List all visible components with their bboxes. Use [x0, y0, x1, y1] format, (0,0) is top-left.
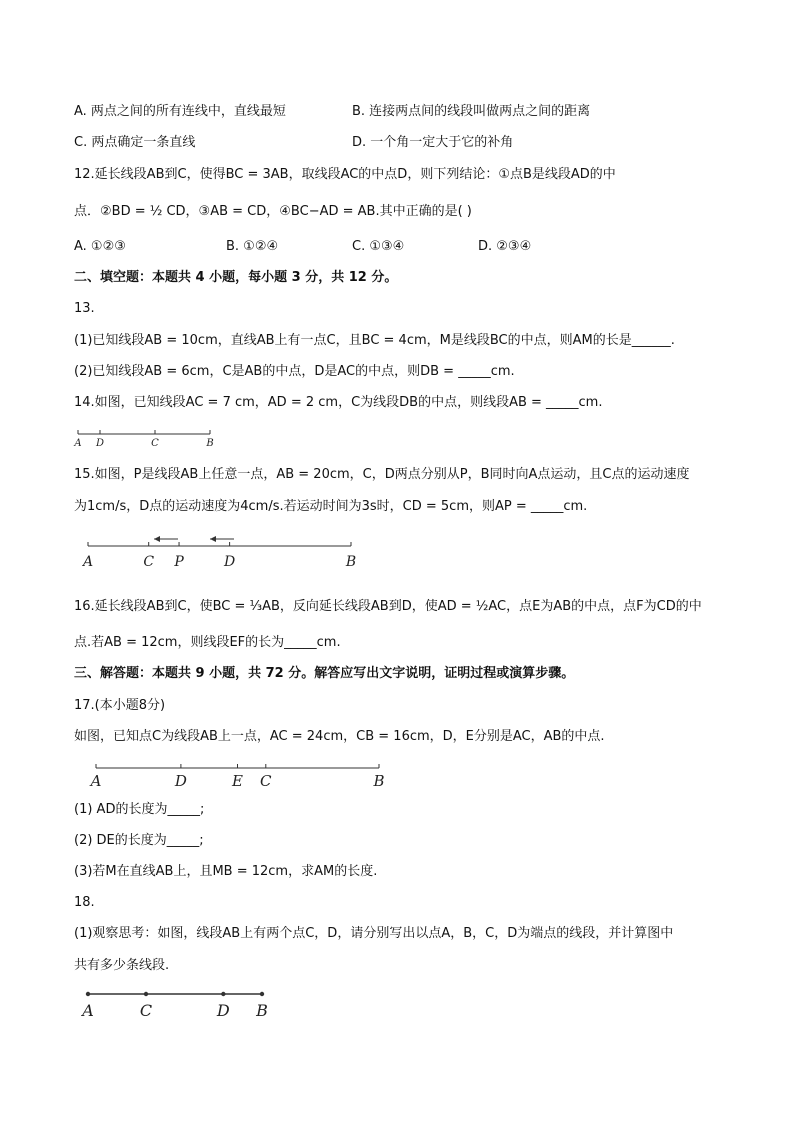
q17-label-D: D	[174, 772, 187, 790]
q14-label-D: D	[95, 438, 105, 449]
q18-figure	[74, 986, 294, 1022]
q18-point-D	[221, 992, 225, 996]
q17-part-2: (2) DE的长度为_____;	[74, 833, 204, 848]
q11-option-a: A. 两点之间的所有连线中，直线最短	[74, 104, 286, 119]
q15-line-1: 15.如图，P是线段AB上任意一点，AB = 20cm，C，D两点分别从P，B同时向A点运动，且C点的运动速度	[74, 467, 690, 482]
q18-part-1-line-1: (1)观察思考：如图，线段AB上有两个点C，D，请分别写出以点A，B，C，D为端点的线段，并计算图中	[74, 926, 674, 941]
q17-label-C: C	[260, 772, 272, 790]
q14-label-C: C	[151, 438, 159, 449]
q17-label-E: E	[232, 772, 243, 790]
section-2-heading: 二、填空题：本题共 4 小题，每小题 3 分，共 12 分。	[74, 270, 398, 285]
q11-option-b: B. 连接两点间的线段叫做两点之间的距离	[352, 104, 591, 119]
q17-part-1: (1) AD的长度为_____;	[74, 802, 205, 817]
q18-number: 18.	[74, 895, 95, 910]
q15-line-2: 为1cm/s，D点的运动速度为4cm/s.若运动时间为3s时，CD = 5cm，则AP = _____cm.	[74, 499, 588, 514]
q12-line-2: 点．②BD = ½ CD，③AB = CD，④BC−AD = AB.其中正确的是( )	[74, 204, 472, 219]
q15-label-C: C	[143, 554, 155, 570]
q18-label-C: C	[139, 1001, 153, 1020]
q17-figure	[74, 758, 394, 794]
q18-part-1-line-2: 共有多少条线段.	[74, 958, 170, 973]
q14-figure	[70, 426, 230, 450]
q15-label-B: B	[345, 554, 357, 570]
q17-label-B: B	[373, 772, 385, 790]
arrow-left-icon	[154, 536, 178, 542]
q15-label-P: P	[174, 554, 184, 570]
q17-text: 如图，已知点C为线段AB上一点，AC = 24cm，CB = 16cm，D，E分别是AC，AB的中点.	[74, 729, 605, 744]
q12-option-d: D. ②③④	[478, 239, 532, 254]
q15-figure	[74, 532, 374, 572]
q18-label-A: A	[82, 1001, 94, 1020]
q16-line-2: 点.若AB = 12cm，则线段EF的长为_____cm.	[74, 635, 341, 650]
q14-label-A: A	[74, 438, 82, 449]
q12-option-c: C. ①③④	[352, 239, 405, 254]
q17-part-3: (3)若M在直线AB上，且MB = 12cm，求AM的长度.	[74, 864, 378, 879]
q14-text: 14.如图，已知线段AC = 7 cm，AD = 2 cm，C为线段DB的中点，则线段AB = _____cm.	[74, 395, 603, 410]
q18-point-A	[86, 992, 90, 996]
q12-option-b: B. ①②④	[226, 239, 279, 254]
q14-label-B: B	[206, 438, 214, 449]
q18-point-B	[260, 992, 264, 996]
q11-option-d: D. 一个角一定大于它的补角	[352, 135, 514, 150]
q13-part-2: (2)已知线段AB = 6cm，C是AB的中点，D是AC的中点，则DB = _____cm.	[74, 364, 515, 379]
q12-line-1: 12.延长线段AB到C，使得BC = 3AB，取线段AC的中点D，则下列结论：①点B是线段AD的中	[74, 167, 616, 182]
q13-number: 13.	[74, 301, 95, 316]
section-3-heading: 三、解答题：本题共 9 小题，共 72 分。解答应写出文字说明，证明过程或演算步骤。	[74, 666, 575, 681]
q15-label-A: A	[82, 554, 94, 570]
q16-line-1: 16.延长线段AB到C，使BC = ⅓AB，反向延长线段AB到D，使AD = ½AC，点E为AB的中点，点F为CD的中	[74, 599, 702, 614]
q17-title: 17.(本小题8分)	[74, 698, 166, 713]
q17-label-A: A	[90, 772, 102, 790]
q12-option-a: A. ①②③	[74, 239, 126, 254]
q13-part-1: (1)已知线段AB = 10cm，直线AB上有一点C，且BC = 4cm，M是线段BC的中点，则AM的长是______.	[74, 333, 675, 348]
arrow-left-icon	[210, 536, 234, 542]
q11-option-c: C. 两点确定一条直线	[74, 135, 196, 150]
q15-label-D: D	[223, 554, 236, 570]
q18-label-B: B	[256, 1001, 268, 1020]
q18-point-C	[144, 992, 148, 996]
q18-label-D: D	[216, 1001, 230, 1020]
